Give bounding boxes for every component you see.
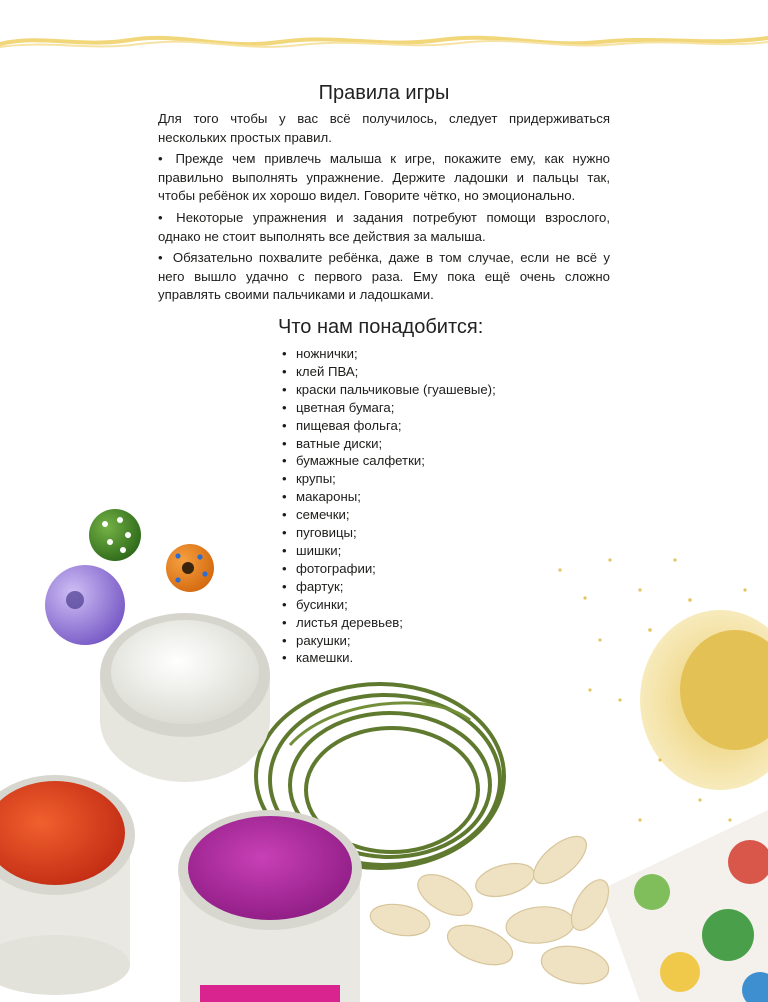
needs-list-item (282, 614, 496, 632)
rules-body (158, 110, 610, 308)
needs-list-item (282, 435, 496, 453)
needs-list-item (282, 560, 496, 578)
bullet-icon: • (282, 435, 287, 451)
bullet-icon: • (282, 399, 287, 415)
needs-item-text: шишки; (296, 542, 342, 558)
rule-item (158, 249, 610, 305)
bullet-icon: • (282, 346, 287, 361)
needs-item-text: цветная бумага; (296, 399, 395, 415)
rule-text: Некоторые упражнения и задания потребуют помощи взрослого, однако не стоит выполнять все действия за малыша. (158, 209, 610, 244)
needs-list-item (282, 399, 496, 417)
needs-item-text: бусинки; (296, 596, 348, 612)
bullet-icon: • (282, 471, 287, 487)
needs-list-item (282, 632, 496, 650)
needs-list-item (282, 345, 496, 363)
bullet-icon: • (282, 417, 287, 433)
needs-item-text: семечки; (296, 507, 350, 523)
rule-item (158, 209, 610, 246)
bullet-icon: • (282, 453, 287, 469)
rule-text: Обязательно похвалите ребёнка, даже в том случае, если не всё у него вышло удачно с первого раза. Ему пока ещё очень сложно управлять своими пальчиками и ладошками. (158, 250, 610, 303)
needs-list-item (282, 363, 496, 381)
needs-title: Что нам понадобится: (278, 316, 484, 338)
needs-list-item (282, 506, 496, 524)
needs-item-text: ватные диски; (296, 435, 383, 451)
needs-item-text: макароны; (296, 489, 361, 505)
bullet-icon: • (282, 381, 287, 397)
needs-list-item (282, 649, 496, 667)
needs-item-text: клей ПВА; (296, 363, 359, 379)
bullet-icon: • (158, 151, 163, 167)
needs-item-text: краски пальчиковые (гуашевые); (296, 381, 496, 397)
needs-item-text: крупы; (296, 471, 336, 487)
bullet-icon: • (282, 507, 287, 523)
bullet-icon: • (282, 363, 287, 379)
needs-item-text: пищевая фольга; (296, 417, 402, 433)
bullet-icon: • (282, 578, 287, 594)
needs-list-item (282, 578, 496, 596)
bullet-icon: • (282, 542, 287, 558)
bullet-icon: • (282, 614, 287, 630)
bullet-icon: • (282, 650, 287, 666)
bullet-icon: • (282, 596, 287, 612)
needs-item-text: пуговицы; (296, 525, 357, 541)
rules-title: Правила игры (318, 82, 450, 104)
needs-item-text: фартук; (296, 578, 344, 594)
rules-intro: Для того чтобы у вас всё получилось, следует придерживаться нескольких простых правил. (158, 111, 610, 145)
rule-item (158, 150, 610, 206)
bullet-icon: • (158, 250, 163, 266)
needs-item-text: фотографии; (296, 560, 376, 576)
bullet-icon: • (282, 525, 287, 541)
needs-item-text: ракушки; (296, 632, 351, 648)
needs-item-text: камешки. (296, 650, 354, 666)
bullet-icon: • (282, 560, 287, 576)
bullet-icon: • (282, 632, 287, 648)
needs-item-text: бумажные салфетки; (296, 453, 425, 469)
needs-list-item (282, 524, 496, 542)
needs-list-item (282, 542, 496, 560)
bullet-icon: • (158, 209, 163, 225)
needs-list-item (282, 488, 496, 506)
needs-item-text: ножнички; (296, 346, 358, 361)
bullet-icon: • (282, 489, 287, 505)
needs-list (282, 345, 496, 667)
rule-text: Прежде чем привлечь малыша к игре, покажите ему, как нужно правильно выполнять упражнение. Держите ладошки и пальцы так, чтобы ребёнок их хорошо видел. Говорите чётко, но эмоционально. (158, 151, 610, 204)
needs-list-item (282, 596, 496, 614)
needs-list-item (282, 452, 496, 470)
needs-item-text: листья деревьев; (296, 614, 403, 630)
decorative-wave-line (0, 22, 768, 62)
needs-list-item (282, 417, 496, 435)
needs-list-item (282, 381, 496, 399)
needs-list-item (282, 470, 496, 488)
